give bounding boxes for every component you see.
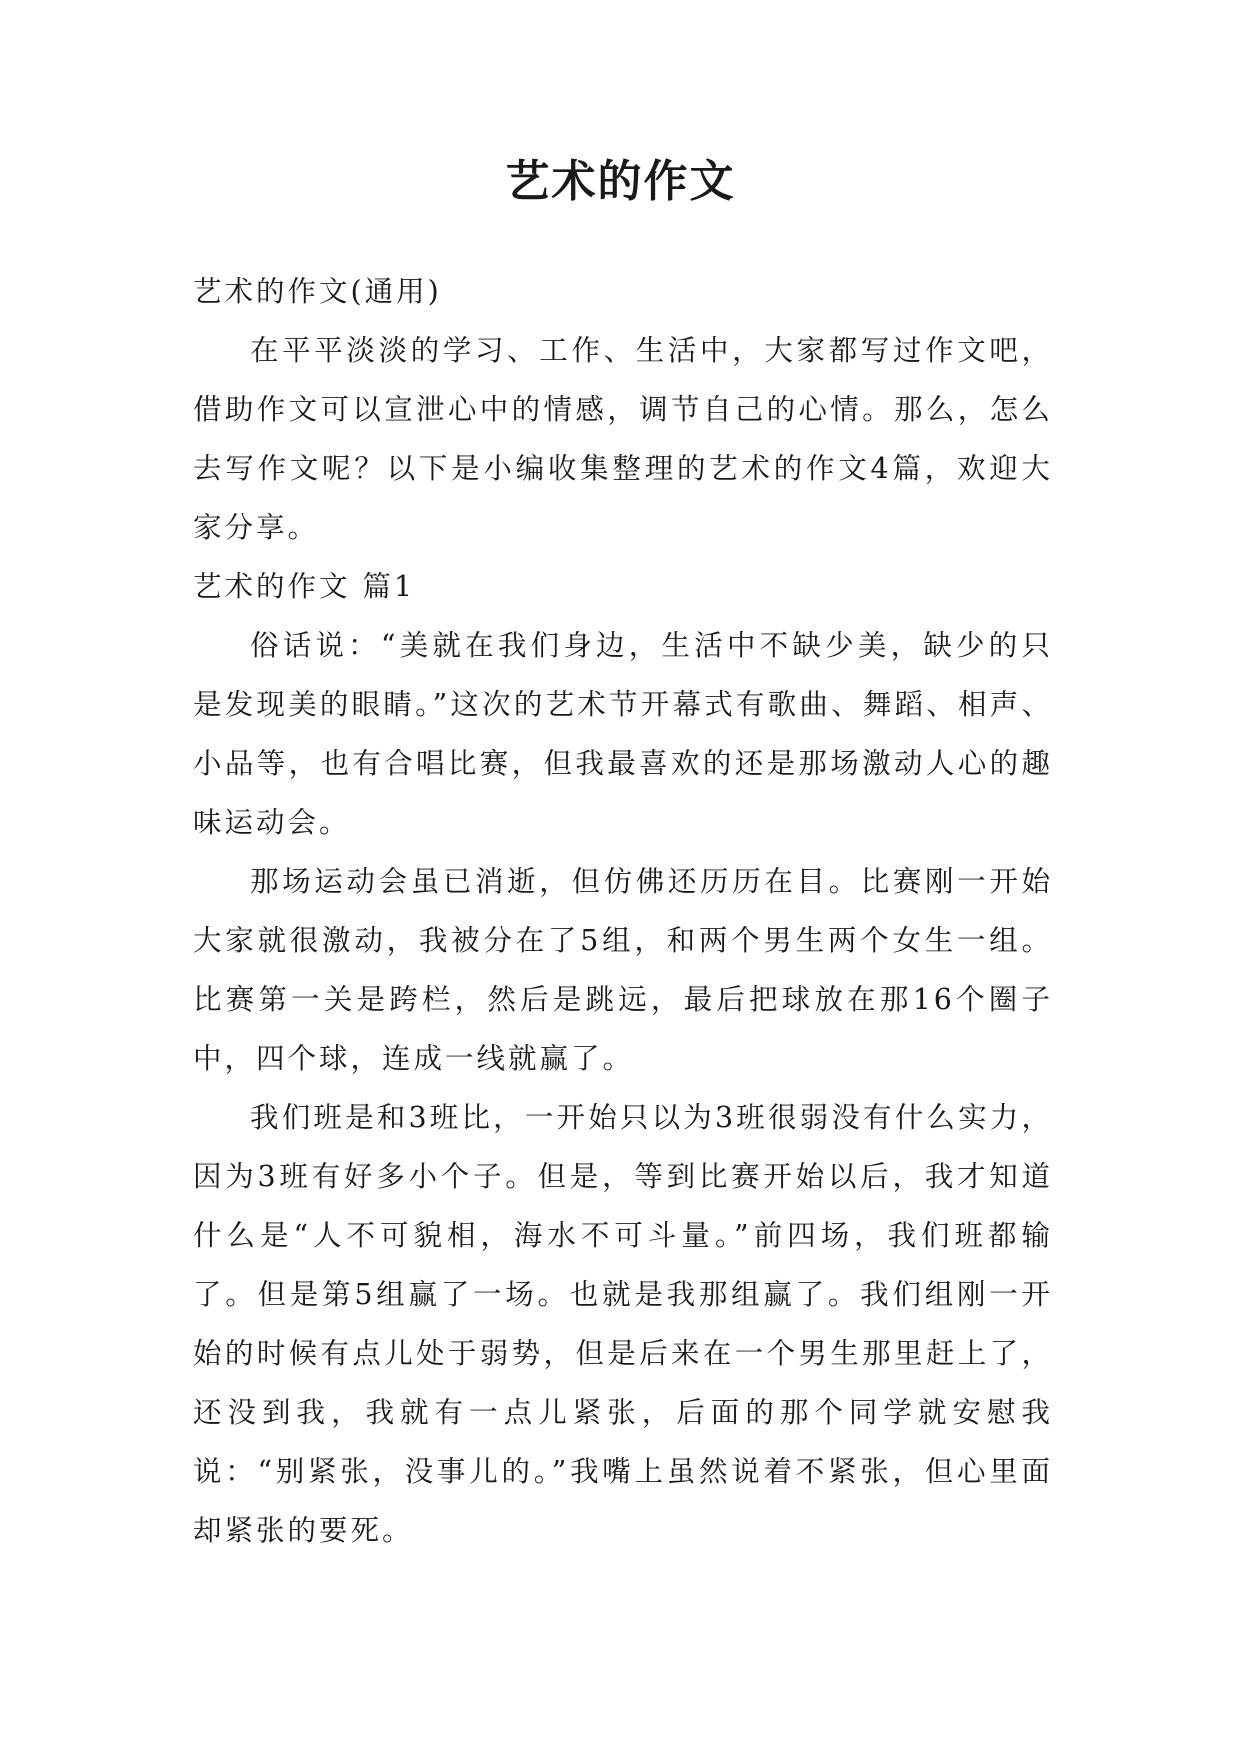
body-paragraph-1: 俗话说：“美就在我们身边，生活中不缺少美，缺少的只是发现美的眼睛。”这次的艺术节开幕式有歌曲、舞蹈、相声、小品等，也有合唱比赛，但我最喜欢的还是那场激动人心的趣味运动会。 <box>193 629 1053 839</box>
document-subtitle: 艺术的作文(通用) <box>193 275 442 308</box>
document-title: 艺术的作文 <box>505 156 736 207</box>
body-paragraph-3: 我们班是和3班比，一开始只以为3班很弱没有什么实力，因为3班有好多小个子。但是，等到比赛开始以后，我才知道什么是“人不可貌相，海水不可斗量。”前四场，我们班都输了。但是第5组赢了一场。也就是我那组赢了。我们组刚一开始的时候有点儿处于弱势，但是后来在一个男生那里赶上了，还没到我，我就有一点儿紧张，后面的那个同学就安慰我说：“别紧张，没事儿的。”我嘴上虽然说着不紧张，但心里面却紧张的要死。 <box>193 1101 1053 1547</box>
body-paragraph-2: 那场运动会虽已消逝，但仿佛还历历在目。比赛刚一开始大家就很激动，我被分在了5组，和两个男生两个女生一组。比赛第一关是跨栏，然后是跳远，最后把球放在那16个圈子中，四个球，连成一线就赢了。 <box>193 865 1053 1075</box>
document-body <box>193 262 1053 1560</box>
intro-paragraph: 在平平淡淡的学习、工作、生活中，大家都写过作文吧，借助作文可以宣泄心中的情感，调节自己的心情。那么，怎么去写作文呢？以下是小编收集整理的艺术的作文4篇，欢迎大家分享。 <box>193 334 1053 544</box>
section-heading: 艺术的作文 篇1 <box>193 570 416 603</box>
